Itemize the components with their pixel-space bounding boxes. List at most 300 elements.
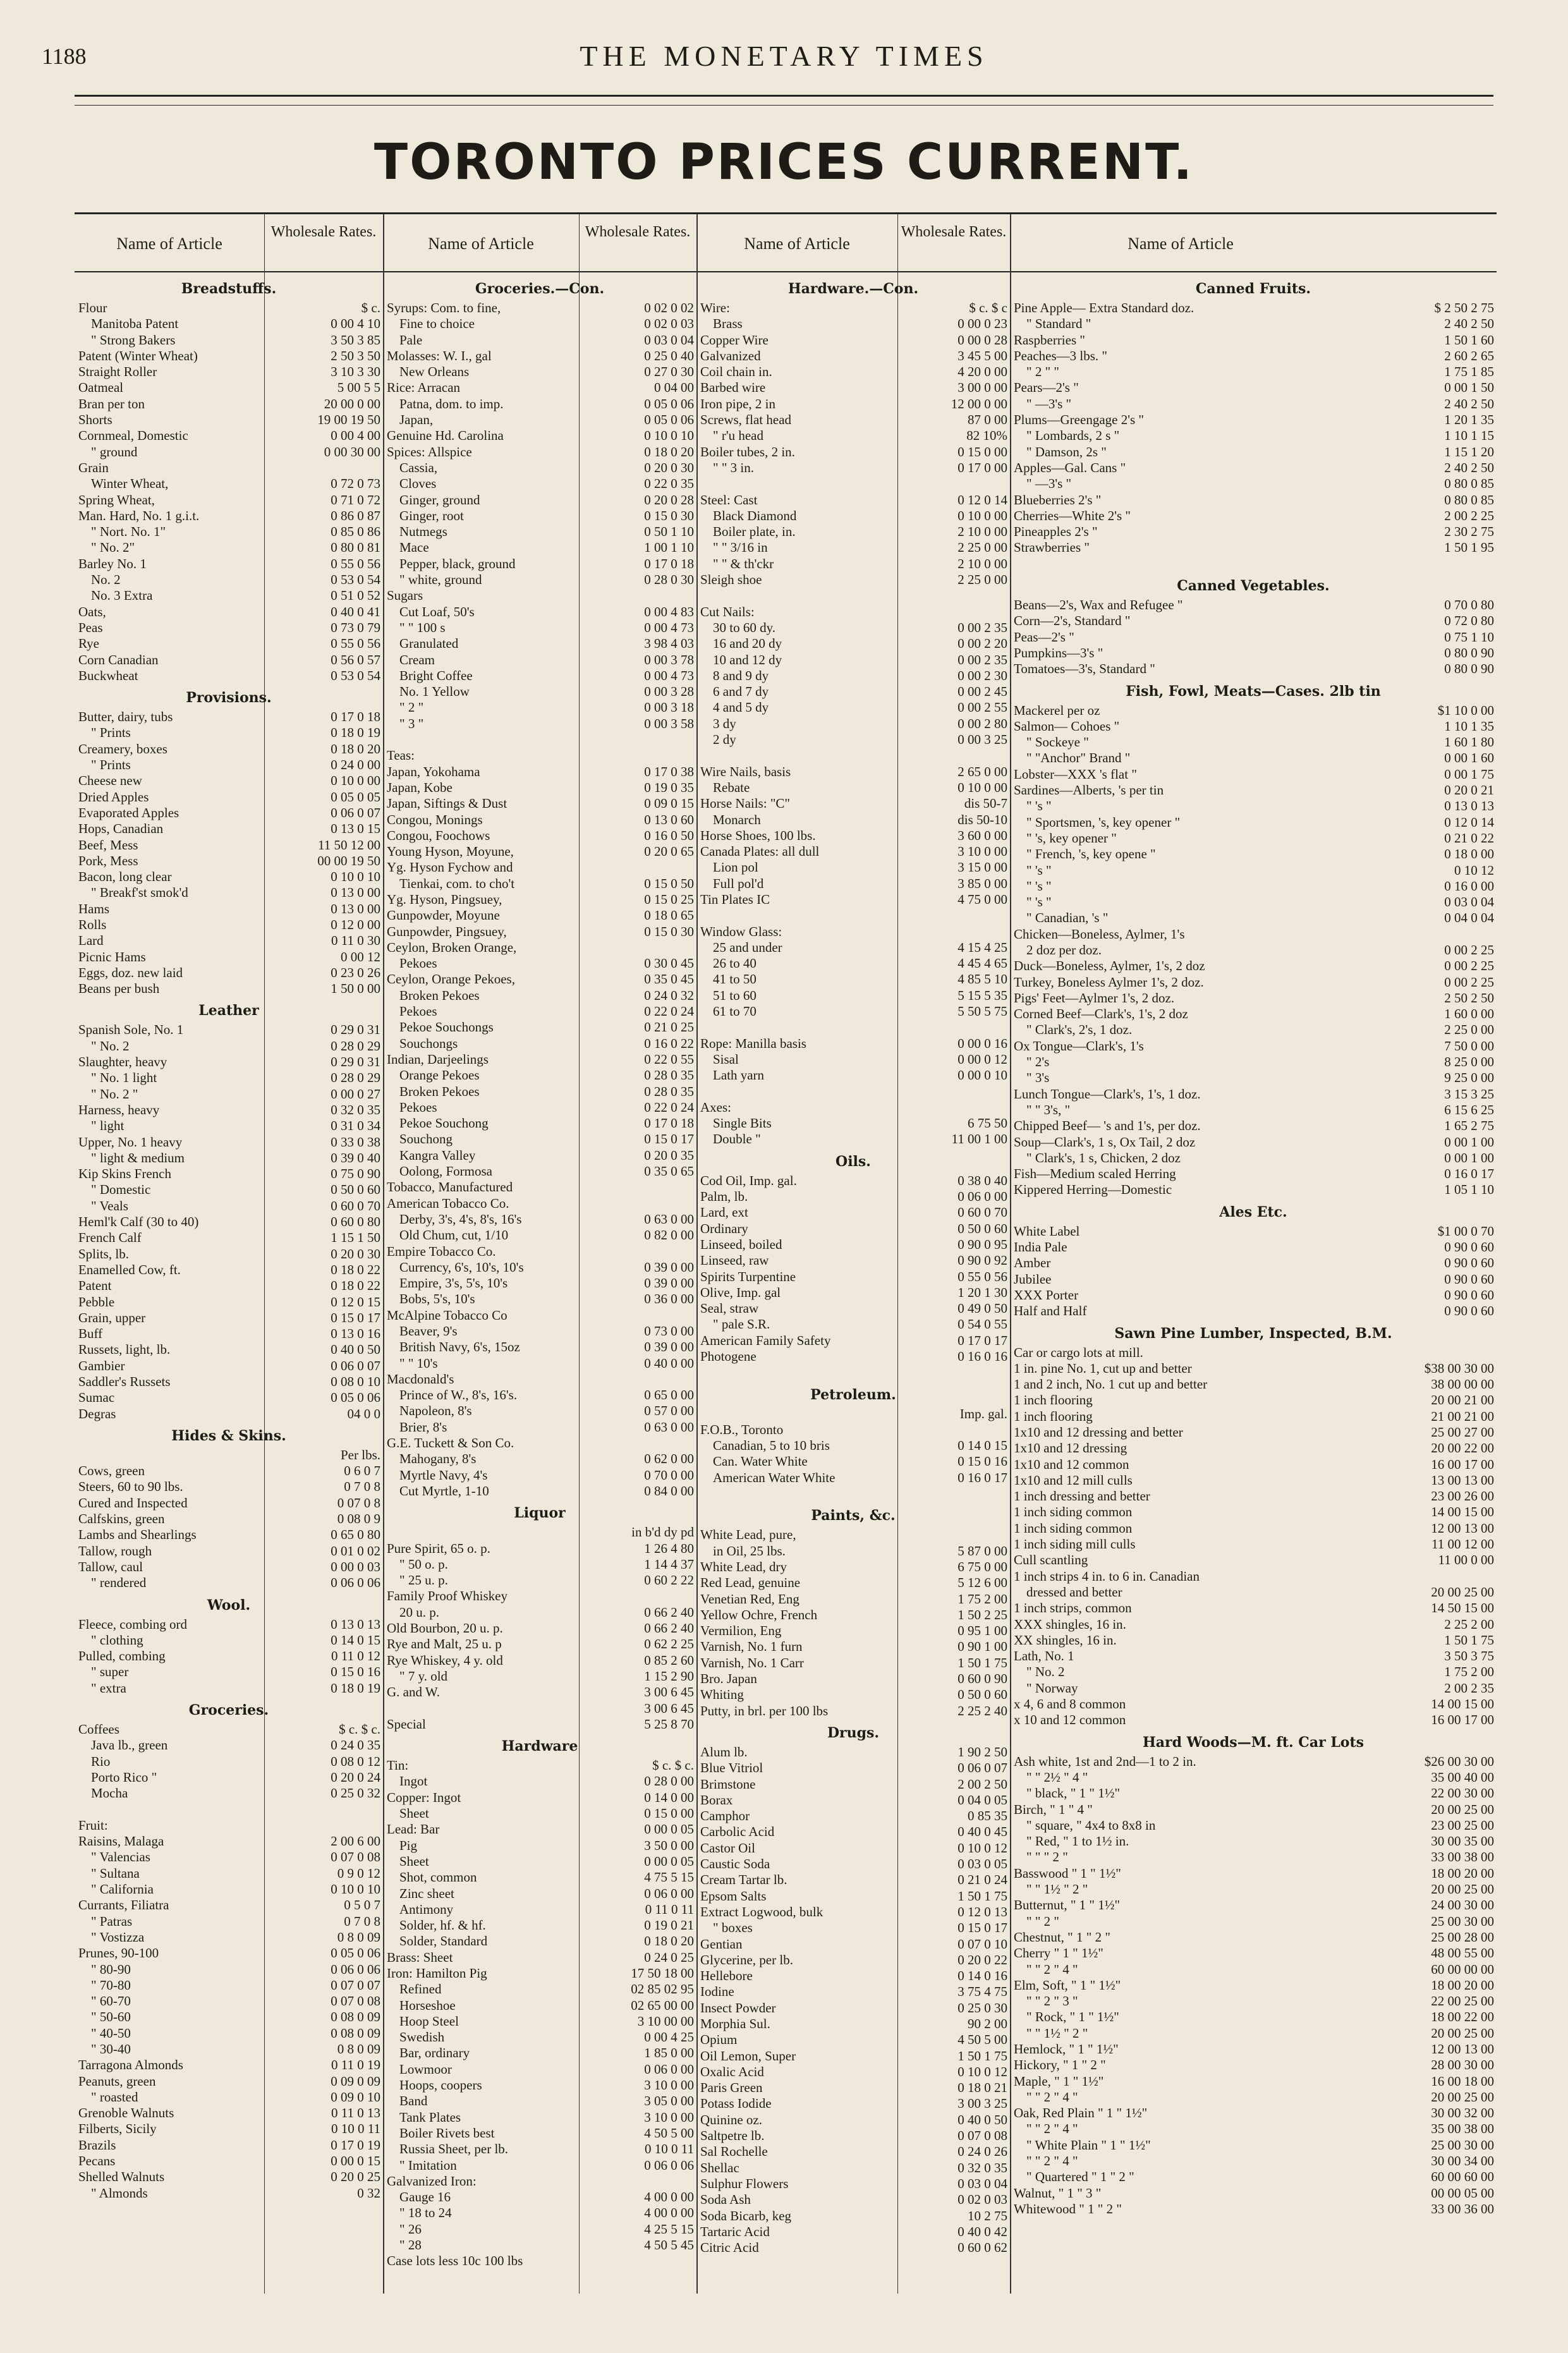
wholesale-rate: 4 85 5 10 [957,971,1007,987]
wholesale-rate: 22 00 30 00 [1431,1785,1494,1801]
article-name: Pekoe Souchong [399,1116,489,1131]
wholesale-rate: 0 40 0 00 [644,1355,694,1371]
price-row [696,892,1010,908]
price-row [75,1511,383,1527]
wholesale-rate: 0 13 0 13 [1444,798,1494,814]
wholesale-rate: 0 07 0 08 [957,2128,1007,2144]
article-name: Duck—Boneless, Aylmer, 1's, 2 doz [1014,958,1205,974]
article-name: " Patras [91,1913,133,1929]
article-name: XXX Porter [1014,1287,1079,1303]
price-rows [1010,275,1497,2217]
article-name: Coil chain in. [700,364,772,380]
article-name: Raisins, Malaga [78,1833,164,1849]
wholesale-rate: 3 10 00 00 [637,2013,694,2029]
price-row [75,604,383,620]
article-name: Varnish, No. 1 Carr [700,1655,804,1670]
price-row [1010,300,1497,316]
article-name: Sleigh shoe [700,572,762,588]
price-row [383,1588,696,1604]
price-row [383,2141,696,2157]
wholesale-rate: 1 26 4 80 [644,1540,694,1556]
price-row [383,316,696,332]
price-row [1010,703,1497,719]
wholesale-rate: 0 00 0 05 [644,1853,694,1869]
price-row [75,1278,383,1294]
wholesale-rate: 0 35 0 45 [644,971,694,987]
article-name: " "Anchor" Brand " [1026,750,1131,766]
section-heading [1010,1729,1497,1754]
wholesale-rate: 3 00 3 25 [957,2096,1007,2112]
article-name: " 28 [399,2237,422,2253]
price-row [75,556,383,572]
article-name: " roasted [91,2089,138,2105]
wholesale-rate: 0 12 0 14 [1444,814,1494,830]
article-name: " 70-80 [91,1977,131,1993]
wholesale-rate: 3 45 5 00 [957,348,1007,363]
section-title: Petroleum. [810,1386,896,1403]
article-name: Seal, straw [700,1301,759,1316]
wholesale-rate: 3 10 3 30 [331,364,380,380]
wholesale-rate: 0 10 0 00 [957,508,1007,523]
wholesale-rate: 0 28 0 35 [644,1067,694,1083]
section-heading [1010,678,1497,703]
wholesale-rate: 0 00 4 73 [644,667,694,683]
wholesale-rate: 0 03 0 04 [644,332,694,348]
price-row [75,1882,383,1897]
wholesale-rate: 0 63 0 00 [644,1419,694,1435]
price-row [1010,1897,1497,1913]
price-row [696,1019,1010,1035]
wholesale-rate: $ c. [361,300,380,315]
price-row [696,1888,1010,1904]
article-name: F.O.B., Toronto [700,1421,784,1437]
article-name: Prunes, 90-100 [78,1945,159,1961]
price-row [75,1150,383,1166]
price-row [1010,332,1497,348]
price-row [696,1349,1010,1365]
price-row [1010,476,1497,492]
section-heading [75,1591,383,1617]
article-name: " 50-60 [91,2009,131,2025]
article-name: " Damson, 2s " [1026,444,1107,459]
wholesale-rate: 18 00 22 00 [1431,2009,1494,2025]
price-row [383,1950,696,1966]
wholesale-rate: 0 14 0 15 [331,1632,380,1648]
price-row [1010,2169,1497,2185]
wholesale-rate: 25 00 30 00 [1431,1913,1494,1929]
article-name: American Water White [713,1469,836,1485]
wholesale-rate: 0 85 0 86 [331,524,380,540]
wholesale-rate: 0 00 3 28 [644,684,694,700]
article-name: " Clark's, 1 s, Chicken, 2 doz [1026,1150,1181,1165]
article-name: Family Proof Whiskey [387,1588,507,1604]
article-name: Steers, 60 to 90 lbs. [78,1479,183,1495]
wholesale-rate: 3 50 3 75 [1444,1648,1494,1664]
price-row [696,1744,1010,1760]
column-header-rates: Wholesale Rates. [901,224,1007,240]
wholesale-rate: 0 11 0 12 [331,1648,380,1664]
wholesale-rate: dis 50-10 [957,812,1007,827]
price-row [1010,540,1497,556]
wholesale-rate: 0 24 0 32 [644,987,694,1003]
wholesale-rate: 0 18 0 22 [331,1262,380,1277]
article-name: Java lb., green [91,1737,168,1753]
price-row [1010,1930,1497,1945]
price-row [696,1591,1010,1607]
article-name: Degras [78,1406,116,1421]
wholesale-rate: 0 18 0 00 [1444,846,1494,862]
price-row [383,1838,696,1854]
article-name: Mackerel per oz [1014,702,1100,718]
wholesale-rate: 0 03 0 04 [1444,894,1494,910]
price-row [383,1100,696,1116]
article-name: Corn—2's, Standard " [1014,613,1131,629]
wholesale-rate: 0 25 0 40 [644,348,694,363]
price-row [383,1019,696,1035]
price-row [696,492,1010,508]
price-row [1010,1849,1497,1865]
article-name: " white, ground [399,572,482,588]
article-name: Cows, green [78,1463,145,1479]
wholesale-rate: 0 7 0 8 [344,1479,380,1495]
wholesale-rate: 0 62 2 25 [644,1636,694,1652]
wholesale-rate: 0 22 0 55 [644,1051,694,1067]
price-row [696,828,1010,844]
article-name: Tomatoes—3's, Standard " [1014,661,1155,677]
price-row [383,1451,696,1467]
article-name: " —3's " [1026,476,1072,492]
price-row [383,572,696,588]
article-name: " light & medium [91,1150,185,1165]
wholesale-rate: 1 85 0 00 [644,2045,694,2061]
price-row [75,620,383,636]
section-title: Wool. [207,1596,251,1614]
article-name: Lead: Bar [387,1821,440,1837]
wholesale-rate: 11 00 1 00 [951,1131,1007,1147]
wholesale-rate: 20 00 25 00 [1431,1801,1494,1817]
article-name: Souchong [399,1131,453,1147]
wholesale-rate: 0 65 0 00 [644,1387,694,1403]
price-row [383,748,696,763]
price-row [1010,1681,1497,1696]
wholesale-rate: 0 07 0 10 [957,1936,1007,1952]
article-name: Extract Logwood, bulk [700,1904,824,1919]
article-name: in Oil, 25 lbs. [713,1543,786,1559]
price-row [383,1036,696,1052]
price-row [383,1371,696,1387]
wholesale-rate: 0 14 0 16 [957,1968,1007,1984]
wholesale-rate: 0 06 0 06 [331,1575,380,1591]
price-row [383,300,696,316]
article-name: Paris Green [700,2080,763,2096]
wholesale-rate: 0 10 0 11 [331,2121,380,2137]
article-name: Screws, flat head [700,412,792,428]
price-row [75,1022,383,1038]
article-name: Sumac [78,1390,115,1406]
price-row [75,1198,383,1214]
article-name: Blue Vitriol [700,1760,763,1776]
wholesale-rate: 0 09 0 10 [331,2089,380,2105]
price-row [383,1212,696,1227]
wholesale-rate: 0 19 0 21 [644,1918,694,1933]
price-row [75,1463,383,1479]
wholesale-rate: 0 86 0 87 [331,508,380,523]
wholesale-rate: 0 14 0 15 [957,1438,1007,1454]
wholesale-rate: 0 20 0 65 [644,844,694,860]
article-name: Caustic Soda [700,1856,770,1872]
wholesale-rate: 14 00 15 00 [1431,1696,1494,1712]
wholesale-rate: 4 50 5 00 [644,2125,694,2141]
article-name: Boiler plate, in. [713,524,796,540]
article-name: " 's " [1026,894,1052,910]
price-row [383,1821,696,1837]
article-name: 26 to 40 [713,956,757,971]
article-name: Half and Half [1014,1303,1087,1319]
article-name: Pebble [78,1294,115,1310]
wholesale-rate: 0 10 0 10 [644,428,694,444]
price-row [75,965,383,981]
section-title: Paints, &c. [811,1507,896,1524]
price-row [1010,1102,1497,1118]
wholesale-rate: 5 12 6 00 [957,1575,1007,1591]
price-row [1010,2041,1497,2057]
wholesale-rate: 0 02 0 02 [644,300,694,315]
price-row [1010,2201,1497,2217]
article-name: " 80-90 [91,1961,131,1977]
article-name: Prince of W., 8's, 16's. [399,1387,518,1403]
wholesale-rate: 18 00 20 00 [1431,1977,1494,1993]
wholesale-rate: 30 00 34 00 [1431,2153,1494,2169]
article-name: " 's " [1026,798,1052,814]
wholesale-rate: 4 20 0 00 [957,364,1007,380]
wholesale-rate: 0 17 0 19 [331,2137,380,2153]
price-row [696,1792,1010,1808]
price-row [1010,990,1497,1006]
wholesale-rate: 4 75 0 00 [957,891,1007,907]
wholesale-rate: 0 06 0 00 [644,1885,694,1901]
article-name: Gentian [700,1936,743,1952]
article-name: Teas: [387,748,415,763]
article-name: " Breakf'st smok'd [91,885,188,901]
section-heading [696,1719,1010,1744]
price-row [1010,1303,1497,1319]
wholesale-rate: 16 00 17 00 [1431,1712,1494,1728]
price-row [1010,1866,1497,1882]
article-name: Beaver, 9's [399,1323,458,1339]
price-row [1010,910,1497,926]
wholesale-rate: 4 75 5 15 [644,1870,694,1885]
wholesale-rate: 1 00 1 10 [644,540,694,556]
article-name: Amber [1014,1255,1051,1271]
price-row [383,892,696,908]
article-name: Maple, " 1 " 1½" [1014,2073,1104,2089]
wholesale-rate: 02 85 02 95 [631,1981,694,1997]
wholesale-rate: 0 39 0 00 [644,1339,694,1355]
section-heading [1010,1198,1497,1224]
article-name: No. 2 [91,572,121,588]
wholesale-rate: 0 80 0 90 [1444,645,1494,660]
article-name: 51 to 60 [713,987,757,1003]
price-row [75,1575,383,1591]
wholesale-rate: 12 00 13 00 [1431,2041,1494,2057]
price-row [696,1703,1010,1719]
article-name: Rebate [713,779,750,795]
price-row [696,1824,1010,1840]
price-row [1010,1150,1497,1166]
price-row [696,524,1010,540]
section-heading [1010,275,1497,300]
article-name: " " 10's [399,1355,438,1371]
wholesale-rate: 0 00 1 50 [1444,380,1494,396]
article-name: " " 2 " [1026,1913,1059,1929]
wholesale-rate: 0 36 0 00 [644,1291,694,1307]
price-row [696,1920,1010,1936]
wholesale-rate: 0 22 0 24 [644,1099,694,1115]
price-row [696,1036,1010,1052]
price-row [696,1131,1010,1147]
price-row [1010,927,1497,942]
article-name: Myrtle Navy, 4's [399,1467,488,1483]
wholesale-rate: 5 15 5 35 [957,987,1007,1003]
article-name: x 4, 6 and 8 common [1014,1696,1126,1712]
wholesale-rate: 12 00 13 00 [1431,1520,1494,1536]
price-row [75,1294,383,1310]
column-header [1010,214,1497,272]
article-name: " " 2 " 4 " [1026,2153,1078,2169]
article-name: Empire Tobacco Co. [387,1243,496,1259]
price-row [1010,719,1497,734]
price-row [696,924,1010,940]
price-row [1010,942,1497,958]
column-header [696,214,1010,272]
price-row [75,837,383,853]
article-name: Winter Wheat, [91,476,169,492]
wholesale-rate: 0 60 0 70 [331,1198,380,1213]
article-name: Ingot [399,1773,428,1789]
article-name: Mocha [91,1785,128,1801]
article-name: Castor Oil [700,1840,755,1856]
article-name: Epsom Salts [700,1888,767,1904]
article-name: Evaporated Apples [78,805,179,820]
article-name: " Clark's, 2's, 1 doz. [1026,1022,1133,1038]
article-name: Lambs and Shearlings [78,1527,197,1543]
wholesale-rate: 0 63 0 00 [644,1211,694,1227]
article-name: Antimony [399,1901,454,1917]
price-row [696,1422,1010,1438]
price-row [1010,1118,1497,1134]
wholesale-rate: 1 65 2 75 [1444,1118,1494,1134]
wholesale-rate: Imp. gal. [959,1406,1007,1421]
price-row [75,1166,383,1182]
price-row [75,1495,383,1511]
wholesale-rate: 1 10 1 15 [1444,428,1494,444]
wholesale-rate: 0 18 0 20 [331,741,380,757]
price-row [696,1527,1010,1543]
wholesale-rate: 0 21 0 24 [957,1872,1007,1888]
price-row [75,316,383,332]
wholesale-rate: 0 20 0 30 [331,1246,380,1262]
section-title: Groceries. [188,1702,269,1719]
wholesale-rate: 60 00 60 00 [1431,2169,1494,2185]
article-name: Copper Wire [700,332,769,348]
price-row [75,853,383,869]
wholesale-rate: 30 00 32 00 [1431,2105,1494,2121]
article-name: Picnic Hams [78,949,146,964]
article-name: " clothing [91,1632,143,1648]
wholesale-rate: 3 50 0 00 [644,1837,694,1853]
wholesale-rate: 0 00 2 80 [957,715,1007,731]
wholesale-rate: 0 02 0 03 [957,2192,1007,2208]
price-row [696,2176,1010,2192]
price-row [1010,1993,1497,2009]
section-heading [75,275,383,300]
wholesale-rate: 25 00 28 00 [1431,1929,1494,1945]
article-name: Patna, dom. to imp. [399,396,504,411]
price-row [696,1438,1010,1454]
article-name: Plums—Greengage 2's " [1014,412,1144,428]
wholesale-rate: 0 21 0 22 [1444,830,1494,846]
price-row [1010,734,1497,750]
price-row [696,364,1010,380]
price-row [1010,2153,1497,2169]
article-name: Apples—Gal. Cans " [1014,459,1126,475]
price-row [696,1872,1010,1888]
wholesale-rate: 0 05 0 05 [331,789,380,805]
wholesale-rate: 0 33 0 38 [331,1134,380,1150]
price-row [383,428,696,444]
article-name: Heml'k Calf (30 to 40) [78,1214,199,1230]
article-name: Pale [399,332,423,348]
article-name: Lard, ext [700,1205,748,1220]
article-name: Pekoe Souchongs [399,1019,494,1035]
price-row [383,1052,696,1067]
article-name: Rolls [78,916,107,932]
price-row [75,572,383,588]
price-row [383,1717,696,1732]
wholesale-rate: 0 06 0 07 [957,1760,1007,1776]
wholesale-rate: 0 9 0 12 [337,1865,380,1881]
article-name: Morphia Sul. [700,2016,770,2031]
wholesale-rate: 0 51 0 52 [331,588,380,604]
price-row [383,988,696,1004]
price-rows [383,275,696,2270]
article-name: Shellac [700,2160,739,2175]
article-name: Flour [78,300,107,315]
wholesale-rate: 0 56 0 57 [331,652,380,667]
article-name: " Valencias [91,1849,150,1865]
wholesale-rate: 1 15 1 50 [331,1230,380,1246]
article-name: Napoleon, 8's [399,1403,472,1419]
article-name: " r'u head [713,428,763,444]
article-name: Birch, " 1 " 4 " [1014,1801,1093,1817]
price-row [1010,613,1497,629]
wholesale-rate: 0 16 0 22 [644,1035,694,1051]
wholesale-rate: 0 04 00 [654,380,694,396]
wholesale-rate: 0 80 0 90 [1444,661,1494,677]
wholesale-rate: 10 2 75 [968,2208,1007,2223]
price-row [1010,444,1497,460]
wholesale-rate: 0 20 0 21 [1444,782,1494,798]
article-name: Bobs, 5's, 10's [399,1291,475,1307]
wholesale-rate: 0 13 0 16 [331,1326,380,1342]
price-row [383,1981,696,1997]
price-column-2 [383,214,696,2294]
article-name: " French, 's, key opene " [1026,846,1156,862]
article-name: " ground [91,444,138,459]
article-name: Mahogany, 8's [399,1451,477,1467]
price-row [1010,597,1497,613]
wholesale-rate: 13 00 13 00 [1431,1472,1494,1488]
